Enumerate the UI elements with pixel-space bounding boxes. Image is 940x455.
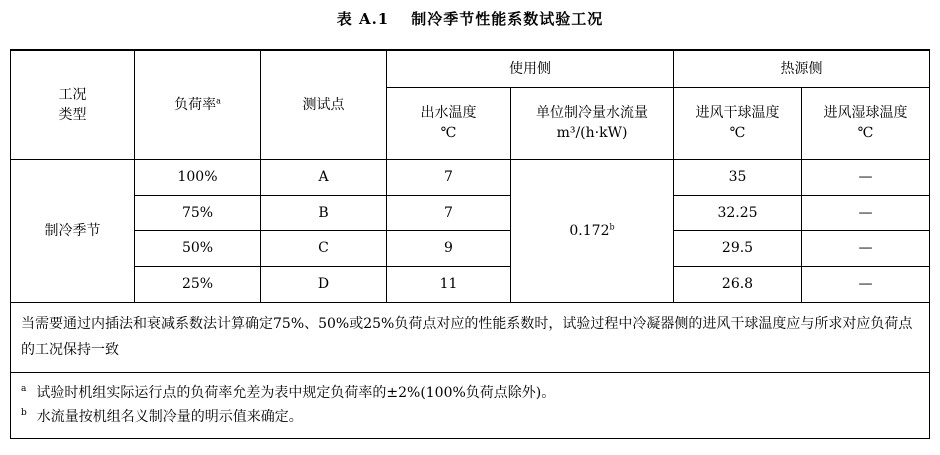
wet-bulb-cell: —	[802, 195, 930, 230]
table-title	[0, 8, 940, 32]
footnote-a: $^a$ 试验时机组实际运行点的负荷率允差为表中规定负荷率的±2%(100%负荷点除外)。	[21, 384, 556, 401]
header-row-1	[11, 50, 930, 87]
load-cell: 100%	[135, 159, 261, 195]
point-cell: A	[261, 159, 387, 195]
footnotes	[11, 372, 930, 438]
load-cell: 75%	[135, 195, 261, 230]
table-row	[11, 230, 930, 266]
table-row	[11, 266, 930, 302]
water-temp-cell: 9	[387, 230, 511, 266]
wet-bulb-cell: —	[802, 230, 930, 266]
point-cell: C	[261, 230, 387, 266]
table-number: 表 A.1	[336, 10, 390, 28]
header-condition-type: 工况 类型	[11, 50, 135, 159]
footnote-mark-a: a	[216, 96, 221, 106]
footnote-mark-b: b	[609, 221, 615, 231]
dry-bulb-cell: 26.8	[674, 266, 802, 302]
header-load-rate: 负荷率$^a$	[135, 50, 261, 159]
table-title-text: 制冷季节性能系数试验工况	[411, 10, 604, 28]
load-cell: 25%	[135, 266, 261, 302]
header-heat-source-side: 热源侧	[674, 50, 930, 87]
wet-bulb-cell: —	[802, 266, 930, 302]
test-conditions-table	[10, 49, 930, 439]
season-cell: 制冷季节	[11, 159, 135, 302]
note-text: 当需要通过内插法和衰减系数法计算确定75%、50%或25%负荷点对应的性能系数时，试验过程中冷凝器侧的进风干球温度应与所求对应负荷点的工况保持一致	[11, 302, 930, 372]
header-use-side: 使用侧	[387, 50, 674, 87]
footnote-b: $^b$ 水流量按机组名义制冷量的明示值来确定。	[21, 408, 303, 425]
footnote-row	[11, 372, 930, 438]
wet-bulb-cell: —	[802, 159, 930, 195]
header-unit-flow: 单位制冷量水流量 m³/(h·kW)	[511, 87, 674, 159]
dry-bulb-cell: 29.5	[674, 230, 802, 266]
header-test-point: 测试点	[261, 50, 387, 159]
dry-bulb-cell: 32.25	[674, 195, 802, 230]
note-row	[11, 302, 930, 372]
water-temp-cell: 7	[387, 195, 511, 230]
dry-bulb-cell: 35	[674, 159, 802, 195]
point-cell: B	[261, 195, 387, 230]
header-outlet-water-temp: 出水温度 ℃	[387, 87, 511, 159]
table-row	[11, 195, 930, 230]
point-cell: D	[261, 266, 387, 302]
water-temp-cell: 11	[387, 266, 511, 302]
flow-cell: 0.172$^b$	[511, 159, 674, 302]
table-row	[11, 159, 930, 195]
load-cell: 50%	[135, 230, 261, 266]
water-temp-cell: 7	[387, 159, 511, 195]
header-wet-bulb: 进风湿球温度 ℃	[802, 87, 930, 159]
header-dry-bulb: 进风干球温度 ℃	[674, 87, 802, 159]
